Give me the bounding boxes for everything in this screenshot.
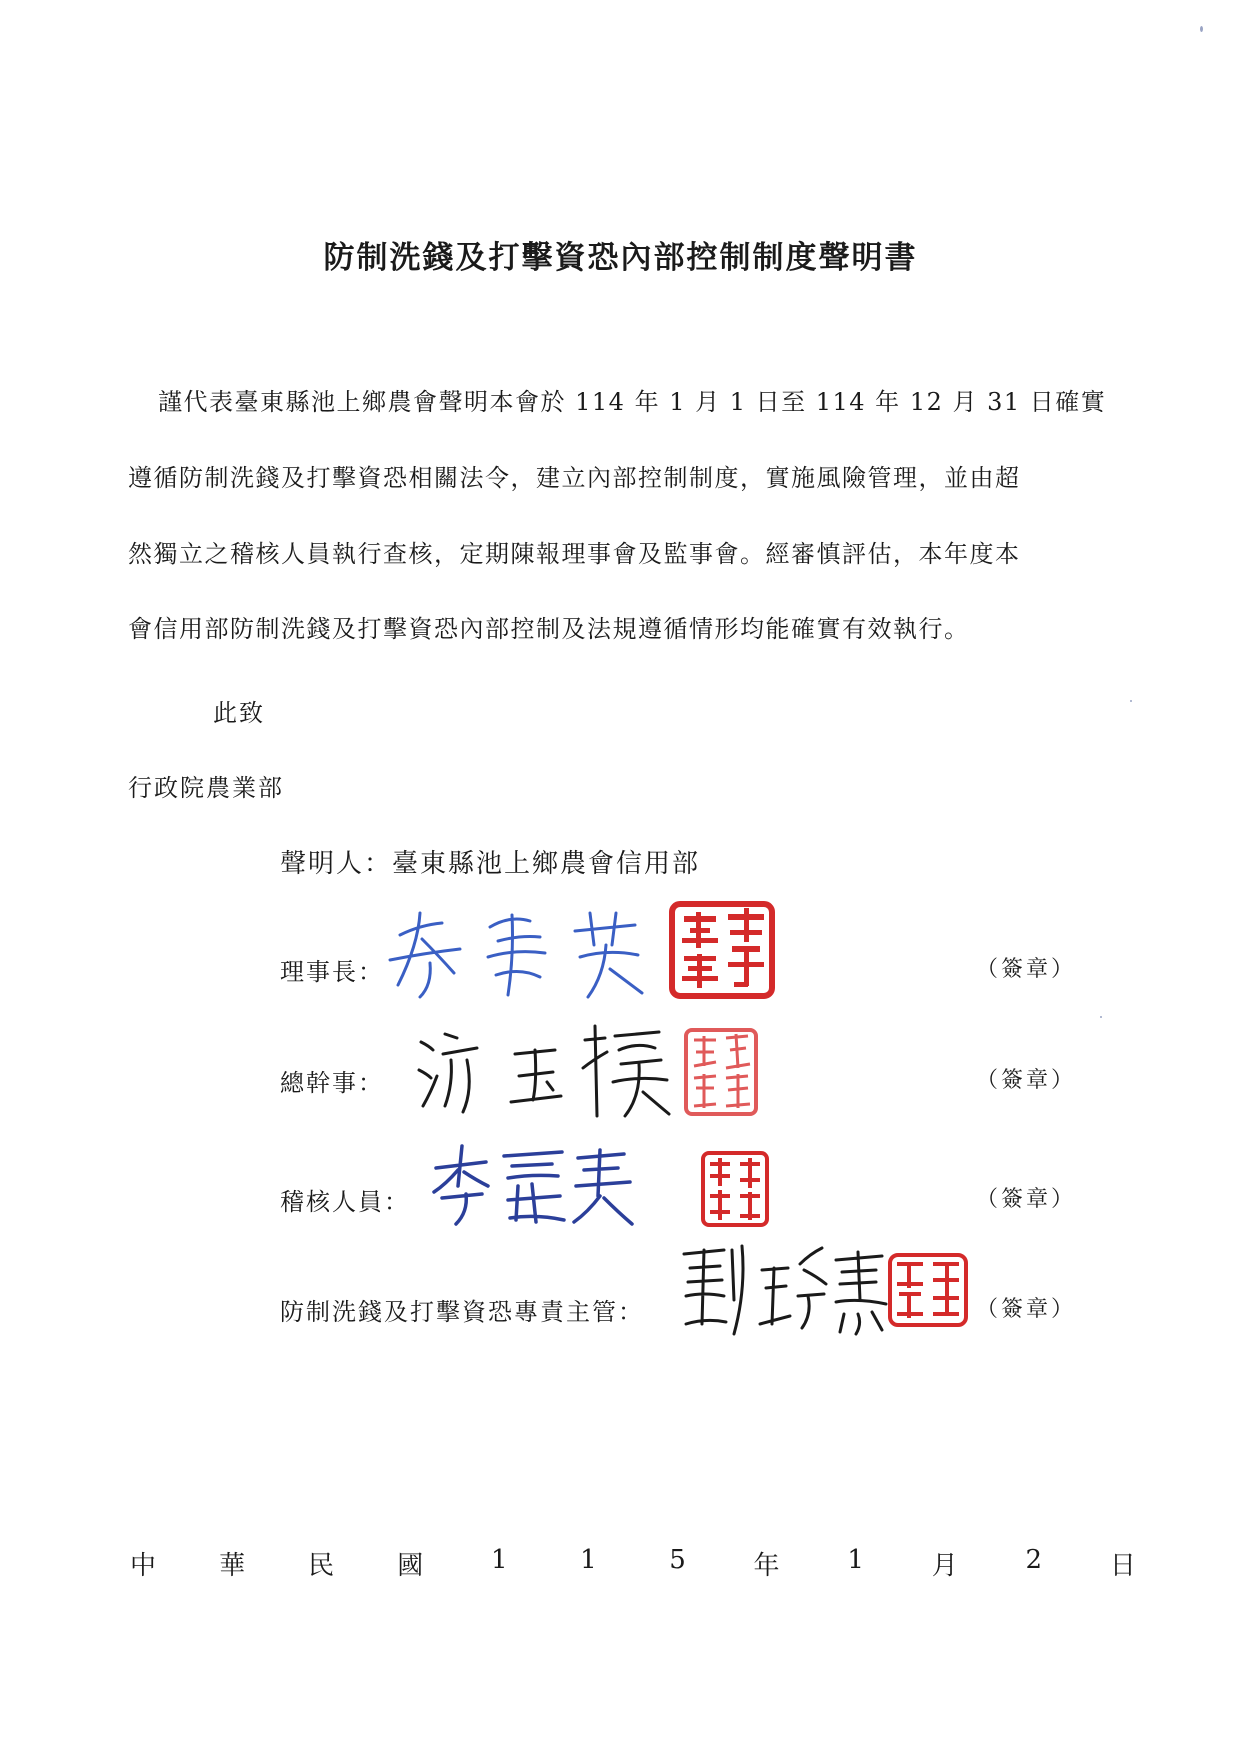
signatory-label-chairman: 理事長： xyxy=(280,958,384,986)
signatory-mark-aml-officer: （簽章） xyxy=(976,1297,1077,1322)
date-char: 1 xyxy=(847,1545,864,1575)
date-char: 1 xyxy=(580,1545,597,1575)
auditor-signature xyxy=(428,1140,638,1230)
date-line xyxy=(128,1545,1138,1582)
general-manager-signature xyxy=(415,1020,675,1120)
scan-speck xyxy=(1130,700,1132,702)
body-line-1: 謹代表臺東縣池上鄉農會聲明本會於 114 年 1 月 1 日至 114 年 12 月 31 日確實 xyxy=(158,388,1107,416)
date-char: 國 xyxy=(397,1551,424,1581)
signatory-label-general-manager: 總幹事： xyxy=(280,1069,384,1097)
date-char: 中 xyxy=(129,1551,156,1581)
declarant: 聲明人：臺東縣池上鄉農會信用部 xyxy=(280,849,701,879)
signatory-mark-chairman: （簽章） xyxy=(976,957,1077,982)
date-char: 日 xyxy=(1109,1551,1136,1581)
body-line-4: 會信用部防制洗錢及打擊資恐內部控制及法規遵循情形均能確實有效執行。 xyxy=(128,615,970,643)
general-manager-seal xyxy=(682,1026,760,1118)
signatory-label-aml-officer: 防制洗錢及打擊資恐專責主管： xyxy=(280,1298,644,1326)
closing-salutation: 此致 xyxy=(213,699,265,727)
date-char: 年 xyxy=(753,1551,780,1581)
recipient: 行政院農業部 xyxy=(128,774,284,802)
chairman-seal xyxy=(668,900,776,1000)
aml-officer-seal xyxy=(887,1252,969,1328)
auditor-seal xyxy=(700,1150,770,1228)
chairman-signature xyxy=(380,905,660,1005)
date-char: 民 xyxy=(308,1551,335,1581)
date-char: 月 xyxy=(931,1551,958,1581)
signatory-label-auditor: 稽核人員： xyxy=(280,1188,410,1216)
aml-officer-signature xyxy=(676,1240,891,1340)
body-line-2: 遵循防制洗錢及打擊資恐相關法令，建立內部控制制度，實施風險管理，並由超 xyxy=(128,464,1021,492)
document-title: 防制洗錢及打擊資恐內部控制制度聲明書 xyxy=(323,240,918,276)
date-char: 1 xyxy=(491,1545,508,1575)
scan-speck xyxy=(1200,26,1203,32)
signatory-mark-auditor: （簽章） xyxy=(976,1187,1077,1212)
scan-speck xyxy=(1100,1016,1102,1018)
date-char: 華 xyxy=(219,1551,246,1581)
date-char: 5 xyxy=(669,1545,686,1575)
date-char: 2 xyxy=(1025,1545,1043,1575)
body-line-3: 然獨立之稽核人員執行查核，定期陳報理事會及監事會。經審慎評估，本年度本 xyxy=(128,540,1021,568)
signatory-mark-general-manager: （簽章） xyxy=(976,1068,1077,1093)
